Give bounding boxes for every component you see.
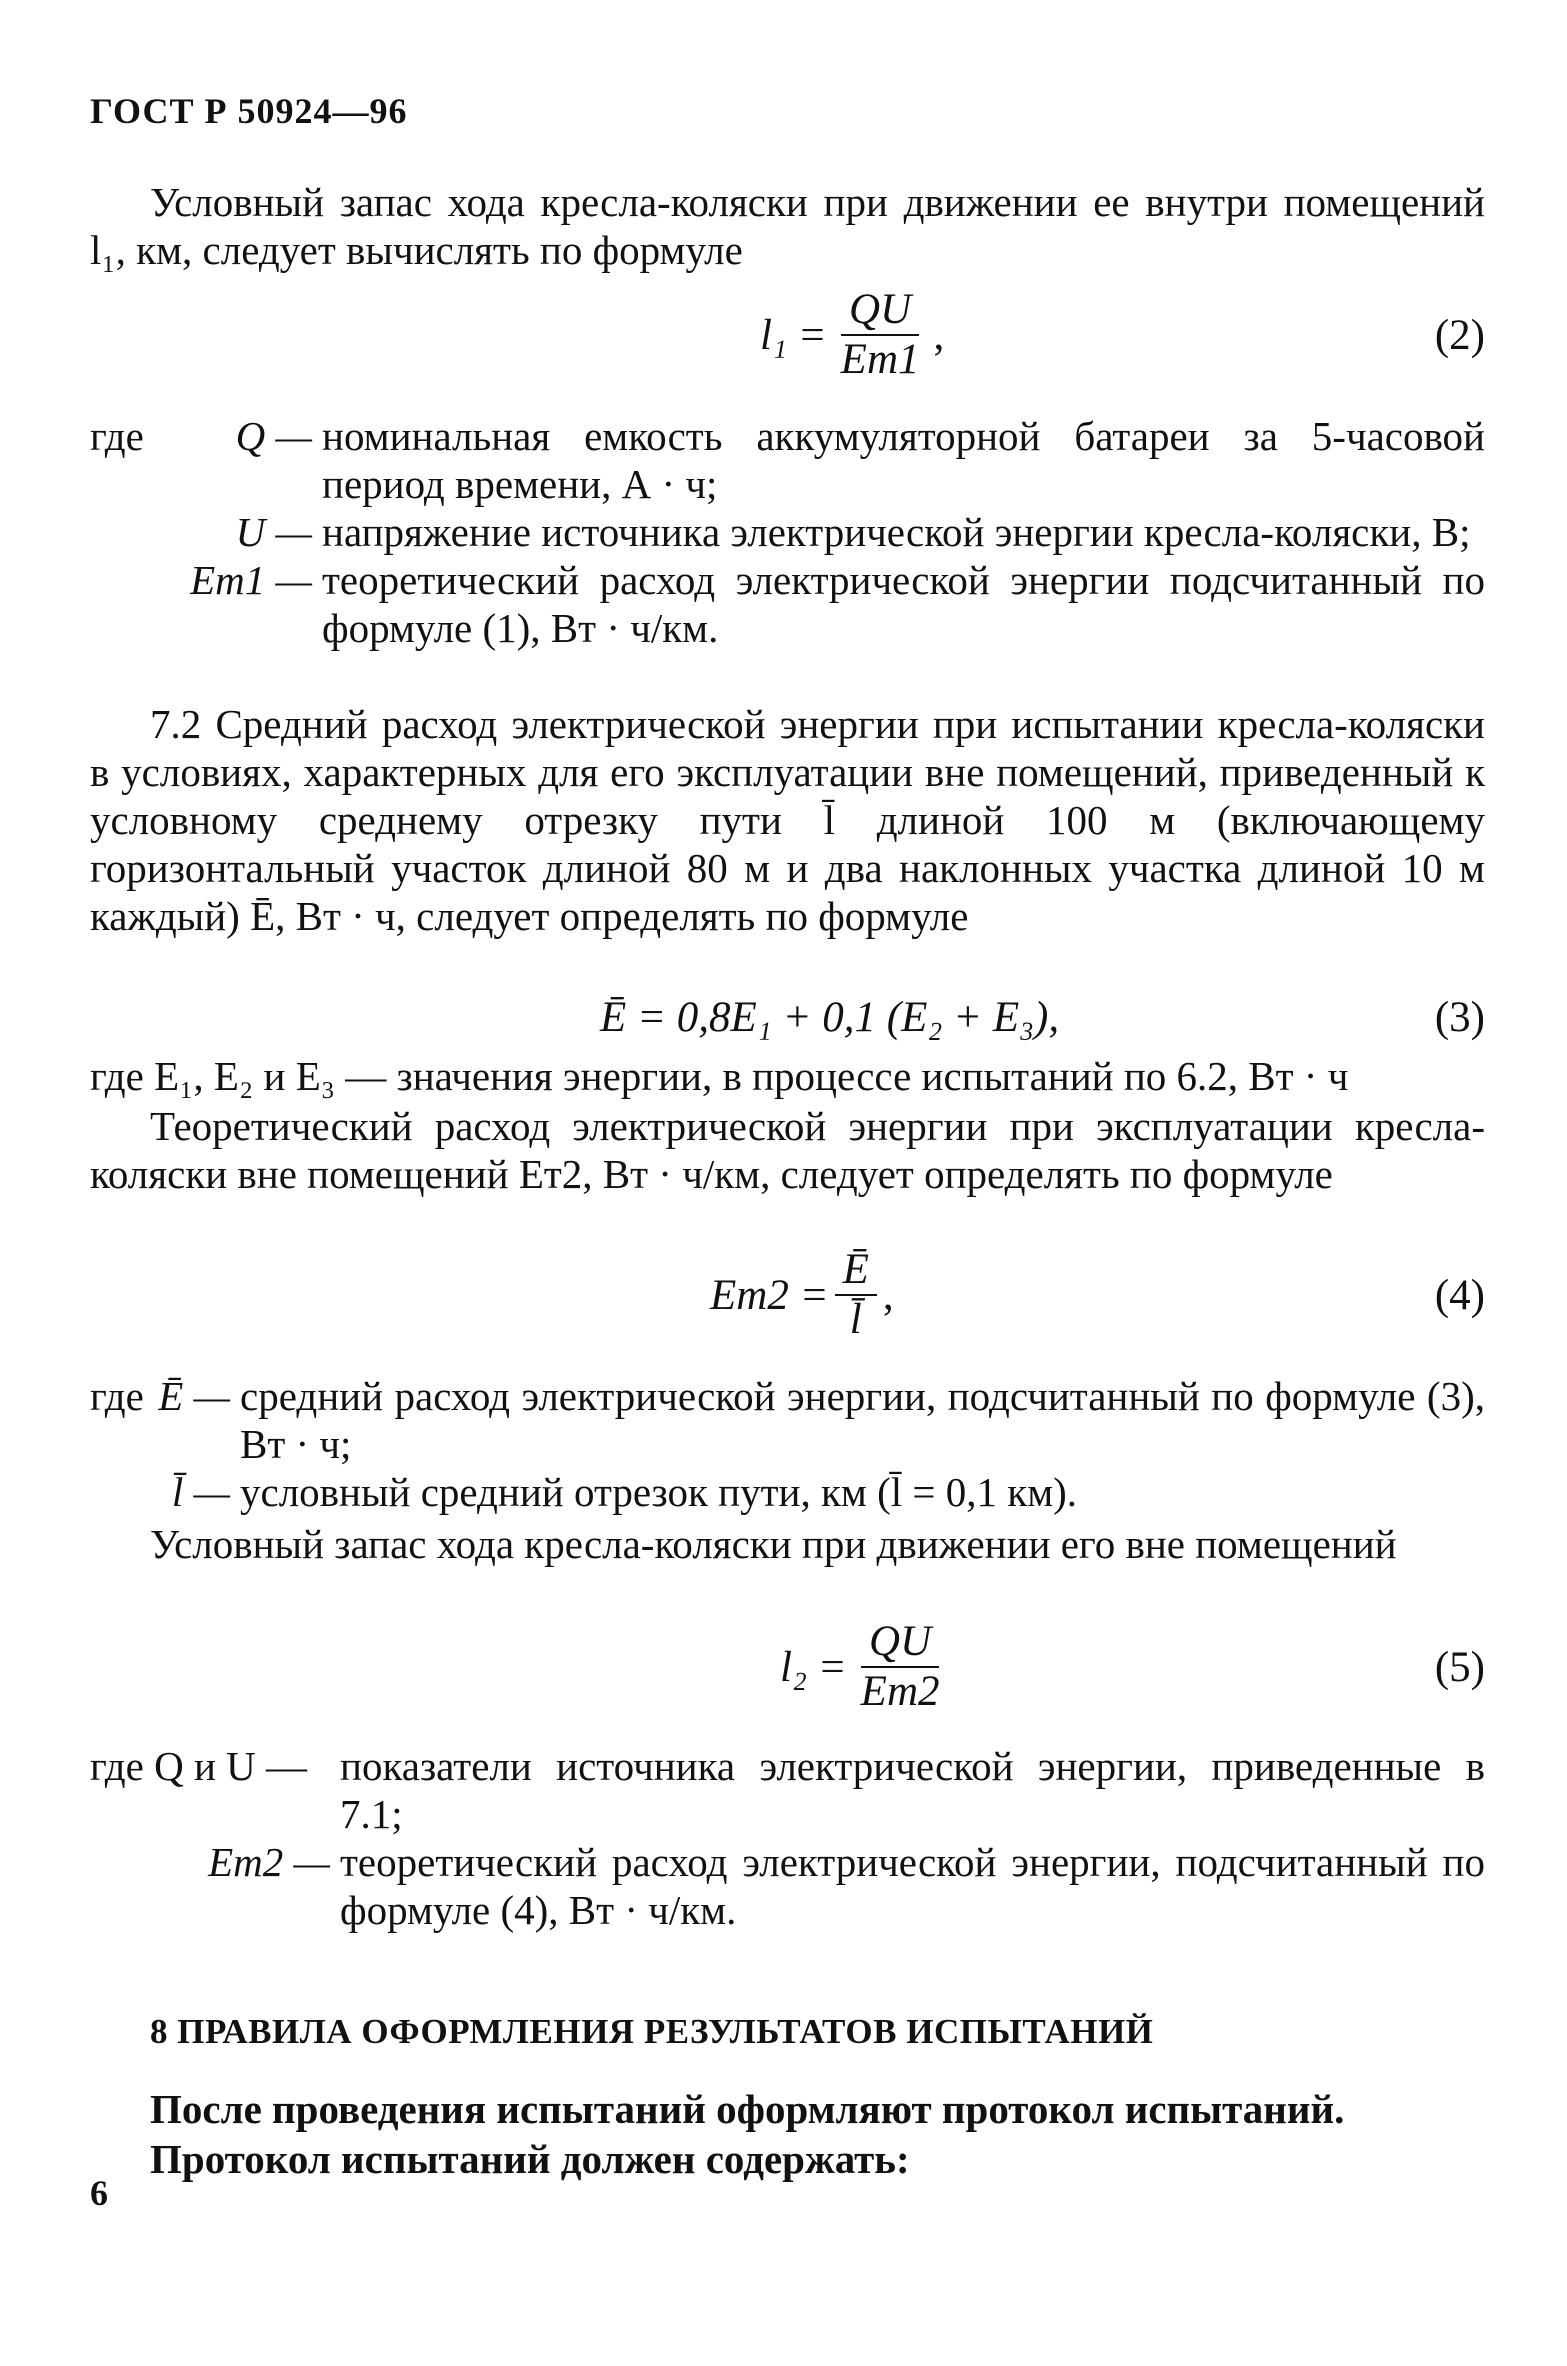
- where-symbol: Ē —: [158, 1373, 230, 1419]
- formula-2-number: (2): [1434, 311, 1485, 359]
- where-description: теоретический расход электрической энергии подсчитанный по формуле (1), Вт · ч/км.: [322, 557, 1485, 651]
- page-header: ГОСТ Р 50924—96: [90, 91, 408, 131]
- paragraph-range-outdoor: Условный запас хода кресла-коляски при движении его вне помещений: [150, 1521, 1397, 1567]
- formula-2-lhs: l₁ =: [760, 311, 827, 359]
- formula-2: [90, 280, 1485, 390]
- formula-3-expression: Ē = 0,8E₁ + 0,1 (E₂ + E₃),: [600, 993, 1060, 1041]
- formula-5-number: (5): [1434, 1643, 1485, 1691]
- formula-4-denominator: l̄: [849, 1296, 862, 1343]
- where-symbol: Eт2 —: [208, 1839, 330, 1885]
- formula-5: [90, 1612, 1485, 1722]
- formula-5-lhs: l₂ =: [780, 1643, 847, 1691]
- where-description: теоретический расход электрической энергии, подсчитанный по формуле (4), Вт · ч/км.: [340, 1839, 1485, 1933]
- where-item-q-u: [340, 1742, 1485, 1838]
- formula-4-number: (4): [1434, 1271, 1485, 1319]
- where-lead: где: [90, 413, 144, 459]
- where-item-e-mean: [158, 1372, 1485, 1468]
- closing-line-1: После проведения испытаний оформляют протокол испытаний.: [150, 2086, 1345, 2132]
- where-item-u: [235, 508, 1485, 556]
- where-description: показатели источника электрической энергии, приведенные в 7.1;: [340, 1743, 1485, 1837]
- formula-4-lhs: Eт2 =: [710, 1271, 829, 1319]
- formula-3: [90, 982, 1485, 1052]
- where-lead: где Q и U —: [90, 1743, 307, 1789]
- where-block-formula-2: [90, 412, 1485, 652]
- where-lead: где: [90, 1373, 144, 1419]
- page-number: 6: [90, 2173, 108, 2213]
- formula-5-fraction: [853, 1620, 948, 1714]
- paragraph-theoretical-outdoor: Теоретический расход электрической энергии при эксплуатации кресла-коляски вне помещений Eт2, Вт · ч/км, следует определять по формуле: [90, 1103, 1485, 1197]
- where-item-l-mean: [171, 1468, 1485, 1516]
- formula-2-numerator: QU: [841, 288, 919, 336]
- paragraph-7-2: 7.2 Средний расход электрической энергии при испытании кресла-коляски в условиях, характерных для его эксплуатации вне помещений, приведенный к условному среднему отрезку пути l̄ длиной 100 м (включающему горизонтальный участок длиной 80 м и два наклонных участка длиной 10 м каждый) Ē, Вт · ч, следует определять по формуле: [90, 701, 1485, 939]
- formula-3-number: (3): [1434, 993, 1485, 1041]
- where-description: напряжение источника электрической энергии кресла-коляски, В;: [322, 509, 1471, 555]
- closing-line-2: Протокол испытаний должен содержать:: [150, 2136, 910, 2182]
- formula-2-suffix: ,: [933, 311, 945, 359]
- where-symbol: Eт1 —: [190, 557, 312, 603]
- where-block-formula-3: где E₁, E₂ и E₃ — значения энергии, в процессе испытаний по 6.2, Вт · ч: [90, 1053, 1349, 1099]
- formula-5-numerator: QU: [861, 1620, 939, 1668]
- where-description: средний расход электрической энергии, подсчитанный по формуле (3), Вт · ч;: [240, 1373, 1485, 1467]
- where-description: условный средний отрезок пути, км (l̄ = 0,1 км).: [240, 1469, 1078, 1515]
- where-block-formula-5: [90, 1742, 1485, 1934]
- formula-4-numerator: Ē: [835, 1248, 877, 1296]
- where-item-q: [235, 412, 1485, 508]
- formula-5-expression: [780, 1612, 954, 1722]
- formula-2-fraction: [833, 288, 928, 382]
- formula-4-fraction: [835, 1248, 877, 1342]
- where-symbol: Q —: [235, 413, 312, 459]
- where-block-formula-4: [90, 1372, 1485, 1516]
- formula-4-suffix: ,: [882, 1271, 894, 1319]
- paragraph-range-indoor: Условный запас хода кресла-коляски при движении ее внутри помещений l₁, км, следует вычислять по формуле: [90, 179, 1485, 273]
- where-symbol: U —: [235, 509, 312, 555]
- formula-4-expression: [710, 1240, 894, 1350]
- formula-2-expression: [760, 280, 944, 390]
- section-heading: 8 ПРАВИЛА ОФОРМЛЕНИЯ РЕЗУЛЬТАТОВ ИСПЫТАНИЙ: [150, 2012, 1154, 2051]
- where-symbol: l̄ —: [171, 1469, 230, 1515]
- where-description: номинальная емкость аккумуляторной батареи за 5-часовой период времени, А · ч;: [322, 413, 1485, 507]
- formula-2-denominator: Eт1: [840, 336, 920, 383]
- formula-4: [90, 1240, 1485, 1350]
- where-item-et2: [208, 1838, 1485, 1934]
- where-item-et1: [190, 556, 1485, 652]
- formula-5-denominator: Eт2: [860, 1668, 940, 1715]
